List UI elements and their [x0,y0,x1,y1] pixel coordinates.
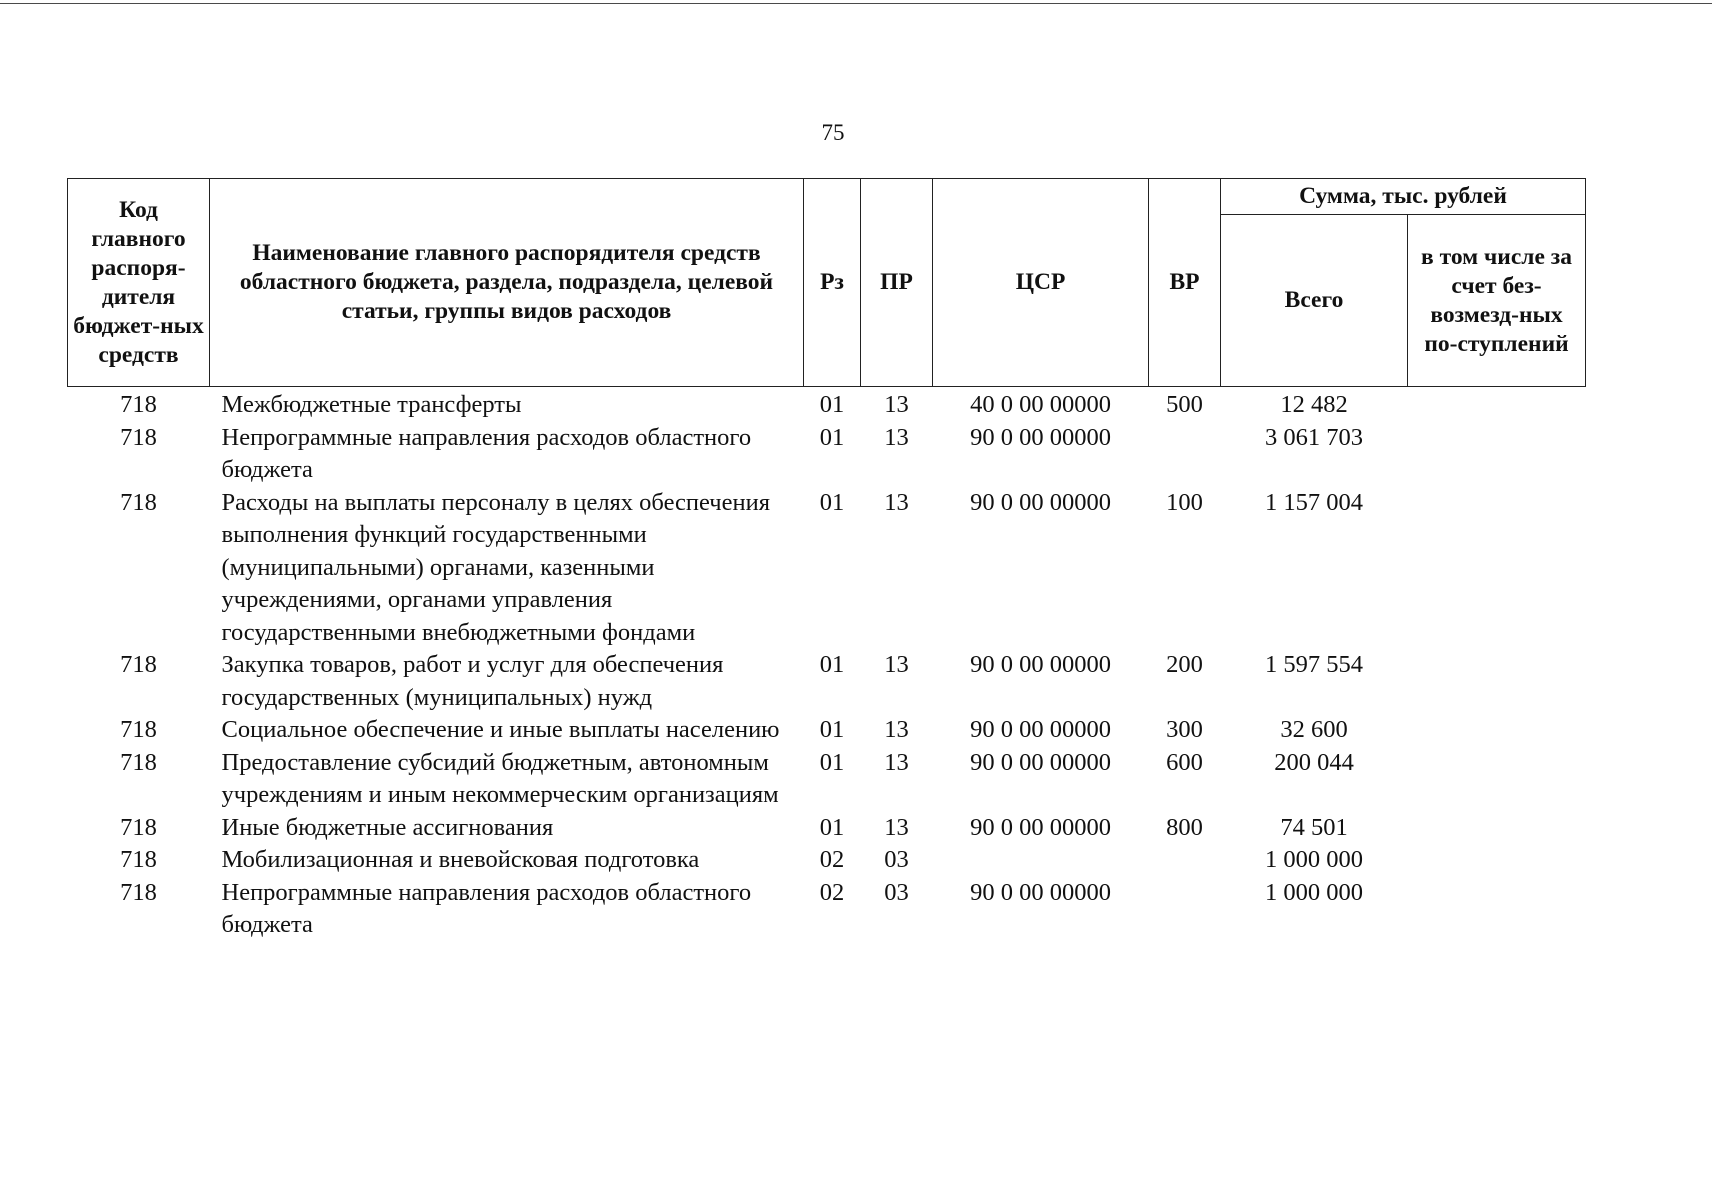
cell-pr: 13 [884,748,909,776]
table-row [68,747,1586,812]
cell-name: Непрограммные направления расходов областного бюджета [221,423,752,483]
cell-vr: 100 [1166,488,1203,516]
page-number: 75 [821,120,845,145]
cell-total: 1 000 000 [1265,878,1363,906]
table-header [68,179,1586,387]
cell-total: 74 501 [1280,813,1348,841]
cell-csr: 90 0 00 00000 [970,813,1111,841]
cell-name: Мобилизационная и вневойсковая подготовка [221,846,700,873]
table-row [68,387,1586,422]
cell-rz: 02 [819,846,845,873]
cell-rz: 01 [819,423,845,451]
cell-rz: 01 [819,488,845,516]
table-row [68,649,1586,714]
table-row [68,844,1586,877]
cell-csr [933,844,1149,877]
cell-vr: 200 [1166,651,1203,678]
cell-csr: 90 0 00 00000 [970,748,1111,776]
cell-code: 718 [120,846,157,873]
cell-code: 718 [120,651,157,678]
cell-vr [1149,877,1221,942]
cell-code: 718 [120,391,157,418]
header-free: в том числе за счет без-возмезд-ных по-ступлений [1408,215,1586,387]
cell-free [1408,877,1586,942]
table-row [68,714,1586,747]
budget-expenditure-table [67,178,1586,942]
cell-code: 718 [120,716,157,743]
table-row [68,422,1586,487]
cell-code: 718 [120,748,157,776]
header-rz: Рз [804,179,861,387]
cell-vr: 800 [1166,813,1203,841]
cell-name: Закупка товаров, работ и услуг для обеспечения государственных (муниципальных) нужд [221,651,724,711]
cell-pr: 13 [884,391,909,418]
cell-pr: 03 [884,878,909,906]
cell-free [1408,387,1586,422]
cell-pr: 13 [884,813,909,841]
cell-csr: 90 0 00 00000 [970,878,1111,906]
cell-free [1408,422,1586,487]
cell-csr: 90 0 00 00000 [970,716,1111,743]
cell-pr: 13 [884,423,909,451]
cell-code: 718 [120,488,157,516]
table-body [68,387,1586,942]
cell-name: Предоставление субсидий бюджетным, автономным учреждениям и иным некоммерческим организациям [221,748,779,808]
header-row-top [68,179,1586,215]
cell-pr: 03 [884,846,909,873]
header-name: Наименование главного распорядителя средств областного бюджета, раздела, подраздела, целевой статьи, группы видов расходов [210,179,804,387]
cell-rz: 01 [819,716,845,743]
cell-name: Иные бюджетные ассигнования [221,813,554,841]
cell-csr: 90 0 00 00000 [970,651,1111,678]
header-sum-group: Сумма, тыс. рублей [1221,179,1586,215]
cell-name: Межбюджетные трансферты [221,391,522,418]
cell-total: 1 157 004 [1265,488,1363,516]
cell-free [1408,747,1586,812]
cell-name: Социальное обеспечение и иные выплаты населению [221,716,780,743]
cell-total: 12 482 [1280,391,1348,418]
header-total: Всего [1221,215,1408,387]
cell-name: Непрограммные направления расходов областного бюджета [221,878,752,938]
table-row [68,487,1586,650]
header-pr: ПР [861,179,933,387]
cell-rz: 02 [819,878,845,906]
cell-total: 3 061 703 [1265,423,1363,451]
cell-free [1408,714,1586,747]
cell-pr: 13 [884,716,909,743]
cell-csr: 40 0 00 00000 [970,391,1111,418]
cell-vr: 500 [1166,391,1203,418]
cell-vr [1149,844,1221,877]
cell-total: 200 044 [1274,748,1354,776]
table-row [68,877,1586,942]
cell-code: 718 [120,878,157,906]
cell-code: 718 [120,423,157,451]
cell-total: 1 597 554 [1265,651,1363,678]
cell-free [1408,844,1586,877]
cell-vr [1149,422,1221,487]
cell-name: Расходы на выплаты персоналу в целях обеспечения выполнения функций государственными (муниципальными) органами, казенными учреждениями, органами управления государственными внебюджетными фондами [221,488,770,646]
cell-rz: 01 [819,813,845,841]
cell-free [1408,812,1586,845]
cell-code: 718 [120,813,157,841]
cell-pr: 13 [884,488,909,516]
cell-pr: 13 [884,651,909,678]
cell-total: 32 600 [1280,716,1348,743]
header-vr: ВР [1149,179,1221,387]
header-code: Код главного распоря-дителя бюджет-ных средств [68,179,210,387]
cell-rz: 01 [819,651,845,678]
cell-rz: 01 [819,748,845,776]
cell-vr: 600 [1166,748,1203,776]
header-csr: ЦСР [933,179,1149,387]
cell-rz: 01 [819,391,845,418]
cell-vr: 300 [1166,716,1203,743]
cell-csr: 90 0 00 00000 [970,423,1111,451]
cell-free [1408,487,1586,650]
table-row [68,812,1586,845]
page-top-rule [0,3,1712,4]
cell-total: 1 000 000 [1265,846,1363,873]
cell-csr: 90 0 00 00000 [970,488,1111,516]
cell-free [1408,649,1586,714]
